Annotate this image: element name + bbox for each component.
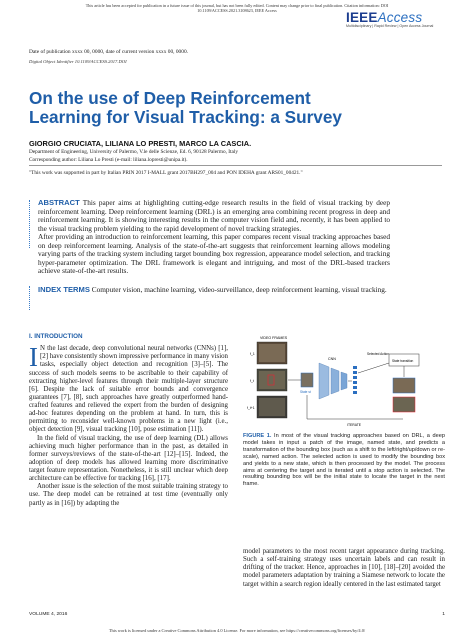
intro-para-2: In the field of visual tracking, the use of deep learning (DL) allows achieving much higher performance than in the past, as detailed in former surveys/reviews of the state-of-the-art [12]–[15]. Indeed, the adoption of deep models has allowed learning more discriminative target feature representation. Nonetheless, it is still unclear which deep architecture can be effective for tracking [16], [17]. <box>29 434 228 483</box>
abstract-heading: ABSTRACT <box>38 198 80 207</box>
abstract-dotted-marker <box>29 200 33 248</box>
index-terms-text: Computer vision, machine learning, video-surveillance, deep reinforcement learning, visual tracking. <box>91 285 387 294</box>
video-frame-stack <box>247 342 287 418</box>
volume-label: VOLUME 4, 2016 <box>29 612 68 617</box>
frame-label-t: f_t <box>250 379 254 383</box>
abstract-section <box>38 199 390 276</box>
funding-note: "This work was supported in part by Italian PRIN 2017 I-MALL grant 2017BH297_004 and PON IDEHA grant ARS01_00421." <box>29 170 303 176</box>
right-column-text: model parameters to the most recent target appearance during tracking. Such a self-training strategy uses uncertain labels and can result in drifting of the tracker. Hence, approaches in [10], [18]–[20] avoided the model parameters adaptation by training a Siamese network to locate the target within a search region ideally centered in the last estimated target <box>243 548 445 588</box>
action-outputs <box>353 366 357 394</box>
section-heading-introduction: I. INTRODUCTION <box>29 333 83 340</box>
video-frames-label: VIDEO FRAMES <box>260 336 288 340</box>
drop-cap: I <box>29 342 38 373</box>
frame-label-t1: f_t+1 <box>247 406 255 410</box>
index-terms-heading: INDEX TERMS <box>38 285 90 294</box>
page-number: 1 <box>442 612 445 617</box>
actions-to-transition-arrow <box>358 363 389 373</box>
figure-1-caption <box>243 433 445 488</box>
figure-1-diagram <box>243 333 445 431</box>
header-divider <box>29 165 442 166</box>
index-terms-section <box>38 286 390 295</box>
title-line-2: Learning for Visual Tracking: a Survey <box>29 107 342 127</box>
abstract-para-2: After providing an introduction to reinforcement learning, this paper compares recent visual tracking approaches based on deep reinforcement learning. Analysis of the state-of-the-art suggests that reinforcement learning allows modeling varying parts of the tracking system including target bounding box regression, appearance model selection, and tracking hyper-parameter optimization. The DRL framework is elegant and intriguing, and most of the DRL-based trackers achieve state-of-the-art results. <box>38 232 390 276</box>
cnn-block <box>319 357 347 399</box>
publication-dates: Date of publication xxxx 00, 0000, date of current version xxxx 00, 0000. <box>29 49 188 55</box>
cnn-label: CNN <box>328 357 336 361</box>
logo-tagline: Multidisciplinary | Rapid Review | Open Access Journal <box>346 24 434 28</box>
right-column <box>243 548 445 589</box>
author-list: GIORGIO CRUCIATA, LILIANA LO PRESTI, MARCO LA CASCIA. <box>29 139 252 148</box>
figure-caption-label: FIGURE 1. <box>243 433 272 439</box>
transition-patch-2 <box>393 397 415 412</box>
ieee-access-logo <box>346 10 456 34</box>
index-dotted-marker <box>29 286 33 310</box>
frame-label-1: f_1 <box>250 352 255 356</box>
title-line-1: On the use of Deep Reinforcement <box>29 88 311 108</box>
license-notice: This work is licensed under a Creative Commons Attribution 4.0 License. For more information, see https://creativecommons.org/licenses/by/4.0/ <box>108 628 366 633</box>
affiliation: Department of Engineering, University of Palermo, V.le delle Scienze, Ed. 6, 90128 Palermo, Italy <box>29 149 238 155</box>
state-transition-label: State transition <box>392 359 414 363</box>
logo-wordmark: IEEE <box>346 10 378 25</box>
iterate-label: ITERATE <box>347 423 362 427</box>
selected-action-label: Selected Action <box>367 352 389 356</box>
figure-caption-text: In most of the visual tracking approaches based on DRL, a deep model takes in input a patch of the image, named state, and predicts a transformation of the bounding box (such as a shift to the left/right/up/down or re-scale), named action. The selected action is used to modify the bounding box and yields to a new state, which is then processed by the model. The process aims at centering the target and is iterated until a stop action is selected. The resulting bounding box will be the initial state to locate the target in the next frame. <box>243 433 445 488</box>
state-patch <box>301 373 313 387</box>
paper-title <box>29 89 429 127</box>
notice-line-1: This article has been accepted for publication in a future issue of this journal, but has not been fully edited. Content may change prior to final publication. Citation information: DOI <box>85 3 389 8</box>
abstract-para-1: This paper aims at highlighting cutting-edge research results in the field of visual tracking by deep reinforcement learning. Deep reinforcement learning (DRL) is an emerging area combining recent progress in deep and reinforcement learning. It is showing interesting results in the computer vision field and, recently, it has been applied to the visual tracking problem yielding to the rapid development of novel tracking strategies. <box>38 198 390 233</box>
logo-accent: Access <box>377 10 423 25</box>
intro-para-1: N the last decade, deep convolutional neural networks (CNNs) [1], [2] have consistently shown impressive performance in many vision tasks, especially object detection and recognition [3]–[5]. The success of such models seems to be ascribable to their capability of extracting higher-level features through their multiple-layer structure [6]. Despite the lack of suitable error bounds and convergence guarantees [7], [8], such approaches have greatly outperformed hand-crafted features and relieved the expert from the burden of designing ad-hoc features depending on the problem at hand. In turn, this is permitting to reconsider well-known problems in a new light (i.e., object detection [9], visual tracking [10], pose estimation [11]). <box>29 345 228 434</box>
transition-patch-1 <box>393 378 415 393</box>
notice-line-2: 10.1109/ACCESS.2021.3108623, IEEE Access <box>197 8 277 13</box>
corresponding-author: Corresponding author: Liliana Lo Presti (e-mail: liliana.lopresti@unipa.it). <box>29 157 188 163</box>
intro-para-3: Another issue is the selection of the most suitable training strategy to use. The deep model can be retrained at test time (eventually only partly as in [16]) by adapting the <box>29 483 228 507</box>
doi-line: Digital Object Identifier 10.1109/ACCESS.2017.DOI <box>29 59 127 64</box>
state-label: State st <box>300 390 311 394</box>
left-column <box>29 333 228 508</box>
